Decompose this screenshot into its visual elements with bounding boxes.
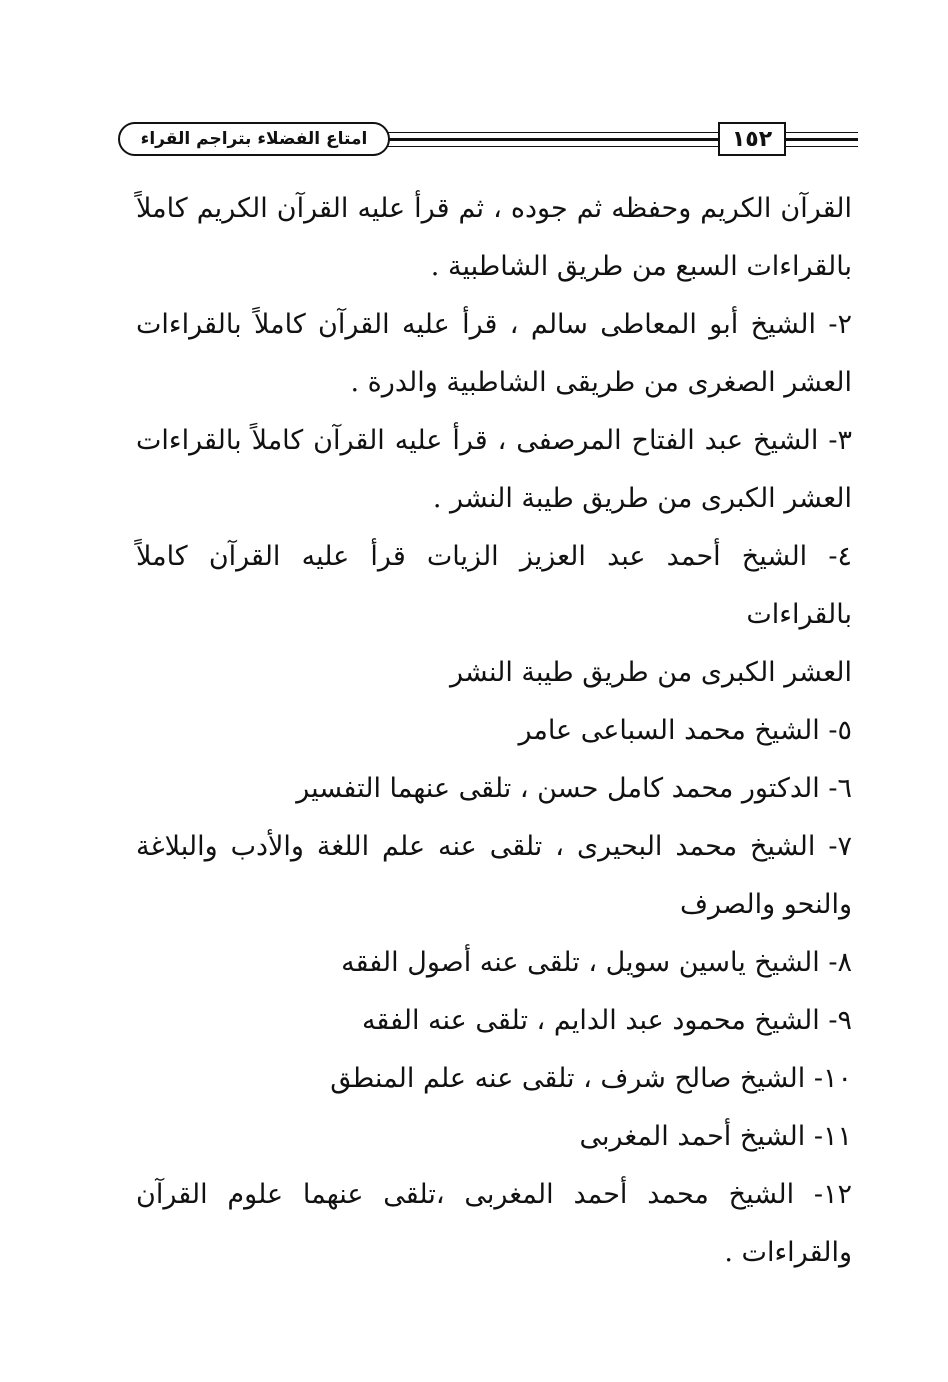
text-line: القرآن الكريم وحفظه ثم جوده ، ثم قرأ عليه القرآن الكريم كاملاً — [136, 193, 852, 224]
page-number-frame — [718, 122, 786, 156]
list-item-10 — [136, 1050, 852, 1108]
list-item-11 — [136, 1108, 852, 1166]
book-title-frame — [118, 122, 390, 156]
list-item-7 — [136, 818, 852, 934]
text-line: ٣- الشيخ عبد الفتاح المرصفى ، قرأ عليه القرآن كاملاً بالقراءات — [136, 425, 852, 456]
text-line: العشر الكبرى من طريق طيبة النشر — [449, 657, 852, 688]
list-item-6 — [136, 760, 852, 818]
body-text — [136, 180, 852, 1282]
text-line: ٧- الشيخ محمد البحيرى ، تلقى عنه علم اللغة والأدب والبلاغة — [136, 831, 852, 862]
list-item-2 — [136, 296, 852, 412]
list-item-3 — [136, 412, 852, 528]
text-line: ٨- الشيخ ياسين سويل ، تلقى عنه أصول الفقه — [341, 947, 852, 978]
text-line: بالقراءات السبع من طريق الشاطبية . — [430, 251, 852, 282]
list-item-5 — [136, 702, 852, 760]
text-line: والنحو والصرف — [680, 889, 852, 920]
text-line: العشر الكبرى من طريق طيبة النشر . — [432, 483, 852, 514]
text-line: ٥- الشيخ محمد السباعى عامر — [518, 715, 852, 746]
list-item-12 — [136, 1166, 852, 1282]
page-number: ١٥٢ — [731, 126, 773, 152]
text-line: ٦- الدكتور محمد كامل حسن ، تلقى عنهما التفسير — [296, 773, 852, 804]
list-item-8 — [136, 934, 852, 992]
running-header — [118, 118, 858, 162]
book-title: امتاع الفضلاء بتراجم القراء — [140, 129, 368, 149]
text-line: ٤- الشيخ أحمد عبد العزيز الزيات قرأ عليه القرآن كاملاً بالقراءات — [136, 541, 852, 630]
text-line: ١٢- الشيخ محمد أحمد المغربى ،تلقى عنهما علوم القرآن — [136, 1179, 852, 1210]
text-line: ١٠- الشيخ صالح شرف ، تلقى عنه علم المنطق — [330, 1063, 852, 1094]
list-item-4 — [136, 528, 852, 702]
text-line: والقراءات . — [724, 1237, 852, 1268]
text-line: ٩- الشيخ محمود عبد الدايم ، تلقى عنه الفقه — [361, 1005, 852, 1036]
list-item-9 — [136, 992, 852, 1050]
paragraph-intro — [136, 180, 852, 296]
text-line: ٢- الشيخ أبو المعاطى سالم ، قرأ عليه القرآن كاملاً بالقراءات — [136, 309, 852, 340]
text-line: العشر الصغرى من طريقى الشاطبية والدرة . — [350, 367, 852, 398]
text-line: ١١- الشيخ أحمد المغربى — [579, 1121, 852, 1152]
